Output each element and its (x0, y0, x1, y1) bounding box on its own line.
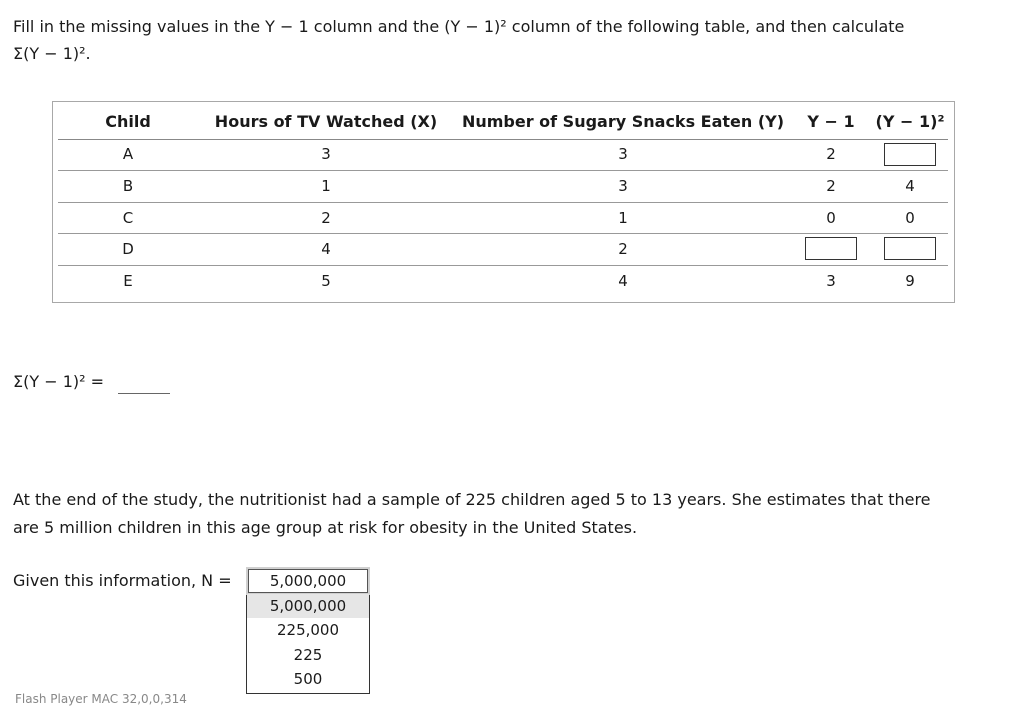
paragraph-line-2: are 5 million children in this age group at risk for obesity in the United States. (13, 518, 638, 537)
cell-x: 1 (321, 177, 331, 195)
row-divider (58, 265, 948, 266)
cell-y: 2 (618, 240, 628, 258)
cell-y-minus-1: 3 (826, 272, 836, 290)
cell-y-minus-1-squared: 9 (905, 272, 915, 290)
cell-x: 5 (321, 272, 331, 290)
cell-y: 4 (618, 272, 628, 290)
cell-y: 1 (618, 209, 628, 227)
row-divider (58, 170, 948, 171)
study-paragraph (13, 486, 1003, 542)
cell-x: 2 (321, 209, 331, 227)
dropdown-option[interactable]: 225 (293, 646, 323, 664)
header-y-minus-1-squared: (Y − 1)² (875, 112, 945, 131)
cell-child: C (122, 209, 134, 227)
cell-child: A (122, 145, 134, 163)
n-dropdown[interactable] (246, 567, 370, 694)
cell-y-minus-1: 2 (826, 177, 836, 195)
header-hours-tv: Hours of TV Watched (X) (214, 112, 438, 131)
question-prompt (13, 13, 1003, 67)
dropdown-option[interactable]: 500 (293, 670, 323, 688)
cell-y-minus-1-squared: 4 (905, 177, 915, 195)
header-divider (58, 139, 948, 140)
prompt-line-2: Σ(Y − 1)². (13, 44, 91, 63)
answer-input-sq-row-d[interactable] (884, 237, 936, 260)
cell-x: 4 (321, 240, 331, 258)
dropdown-option[interactable]: 225,000 (276, 621, 340, 639)
header-y-minus-1: Y − 1 (807, 112, 855, 131)
n-label: Given this information, N = (13, 571, 232, 590)
header-child: Child (105, 112, 151, 131)
sum-label: Σ(Y − 1)² = (13, 372, 105, 391)
answer-input-ym1-row-d[interactable] (805, 237, 857, 260)
header-sugary-snacks: Number of Sugary Snacks Eaten (Y) (461, 112, 785, 131)
dropdown-selected-value[interactable]: 5,000,000 (248, 569, 368, 593)
flash-player-version: Flash Player MAC 32,0,0,314 (15, 692, 187, 706)
cell-y-minus-1: 2 (826, 145, 836, 163)
cell-y-minus-1: 0 (826, 209, 836, 227)
paragraph-line-1: At the end of the study, the nutritionist had a sample of 225 children aged 5 to 13 years. She estimates that there (13, 490, 931, 509)
prompt-line-1: Fill in the missing values in the Y − 1 column and the (Y − 1)² column of the following table, and then calculate (13, 17, 905, 36)
cell-y: 3 (618, 145, 628, 163)
sum-answer-field[interactable] (118, 393, 170, 394)
answer-input-sq-row-a[interactable] (884, 143, 936, 166)
cell-child: E (123, 272, 133, 290)
cell-x: 3 (321, 145, 331, 163)
dropdown-option[interactable]: 5,000,000 (247, 594, 369, 618)
cell-child: D (122, 240, 134, 258)
cell-y: 3 (618, 177, 628, 195)
cell-child: B (122, 177, 134, 195)
row-divider (58, 202, 948, 203)
row-divider (58, 233, 948, 234)
cell-y-minus-1-squared: 0 (905, 209, 915, 227)
